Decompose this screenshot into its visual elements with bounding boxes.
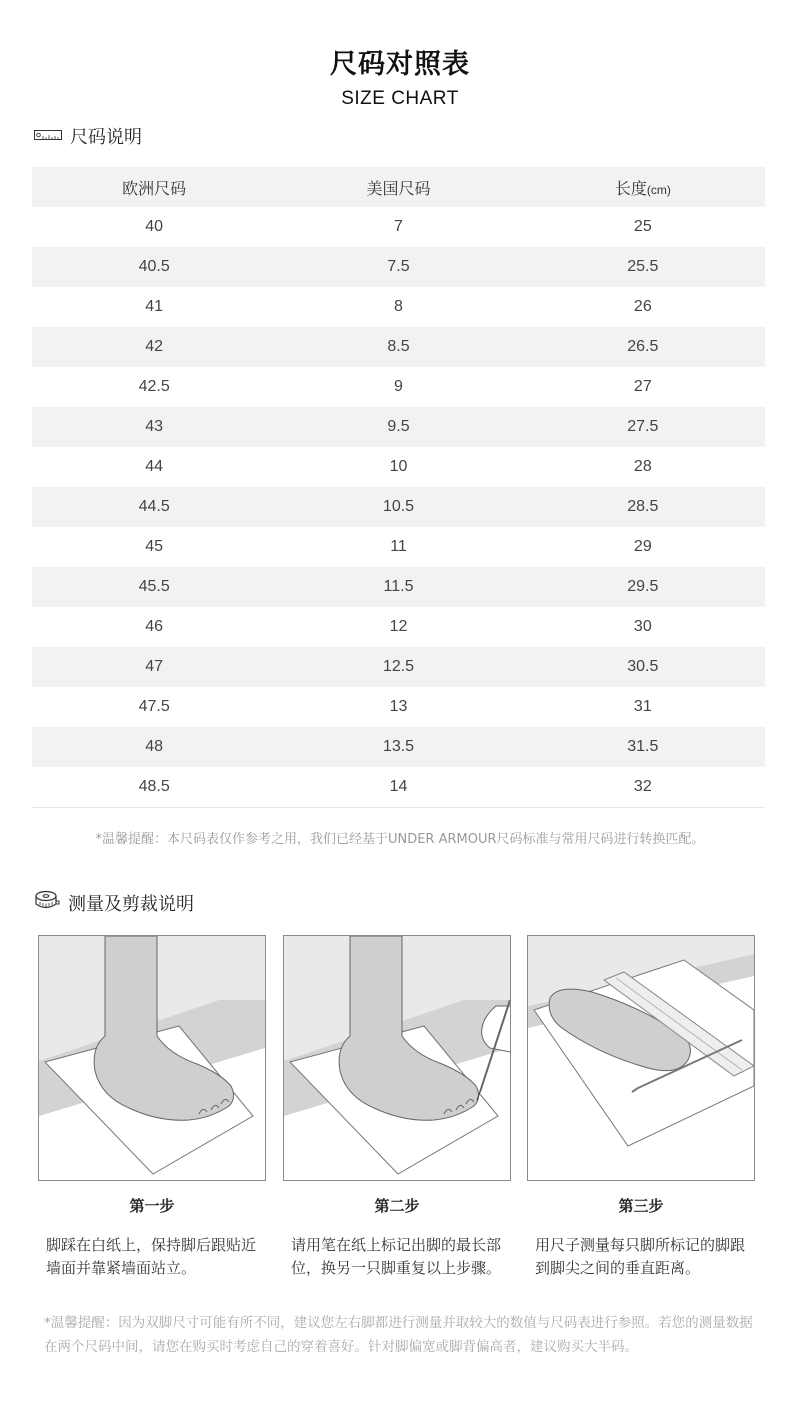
- length-cell: 31: [633, 698, 652, 715]
- step-2-illustration: [283, 935, 511, 1181]
- eu-size-cell: 45: [145, 538, 164, 555]
- tape-measure-icon: [34, 889, 60, 917]
- step-3-illustration: [527, 935, 755, 1181]
- table-row: [32, 687, 765, 727]
- step-1-title: 第一步: [129, 1197, 175, 1215]
- table-row: [32, 327, 765, 367]
- table-row: [32, 367, 765, 407]
- eu-size-cell: 48: [145, 738, 164, 755]
- step-3-description: 用尺子测量每只脚所标记的脚跟到脚尖之间的垂直距离。: [535, 1236, 746, 1277]
- table-row: [32, 767, 765, 808]
- length-cell: 27.5: [627, 418, 659, 435]
- column-header-length-unit: (cm): [646, 182, 671, 197]
- eu-size-cell: 44: [145, 458, 164, 475]
- eu-size-cell: 48.5: [32, 767, 276, 808]
- us-size-cell: 10: [389, 458, 408, 475]
- table-row: [32, 527, 765, 567]
- length-cell: 26.5: [627, 338, 659, 355]
- eu-size-cell: 47.5: [138, 698, 170, 715]
- eu-size-cell: 45.5: [138, 578, 170, 595]
- table-row: [32, 727, 765, 767]
- us-size-cell: 12: [389, 618, 408, 635]
- eu-size-cell: 42.5: [138, 378, 170, 395]
- us-size-cell: 7: [394, 218, 403, 235]
- us-size-cell: 11.5: [383, 578, 414, 595]
- page-subtitle: SIZE CHART: [341, 88, 459, 109]
- length-cell: 30: [633, 618, 652, 635]
- us-size-cell: 9.5: [387, 418, 410, 435]
- us-size-cell: 10.5: [382, 498, 415, 515]
- eu-size-cell: 46: [145, 618, 164, 635]
- step-1: [38, 935, 266, 1280]
- length-cell: 27: [633, 378, 652, 395]
- size-chart-note: *温馨提醒：本尺码表仅作参考之用，我们已经基于UNDER ARMOUR尺码标准与常用尺码进行转换匹配。: [95, 832, 705, 847]
- eu-size-cell: 44.5: [138, 498, 170, 515]
- us-size-cell: 8: [394, 298, 403, 315]
- table-row: [32, 487, 765, 527]
- length-cell: 25: [633, 218, 652, 235]
- step-1-illustration: [38, 935, 266, 1181]
- table-row: [32, 647, 765, 687]
- measure-section-header: [34, 889, 194, 917]
- length-cell: 31.5: [627, 738, 659, 755]
- table-row: [32, 407, 765, 447]
- length-cell: 26: [633, 298, 652, 315]
- table-header-row: [32, 167, 765, 207]
- eu-size-cell: 42: [145, 338, 164, 355]
- column-header-us: 美国尺码: [366, 180, 431, 198]
- us-size-cell: 13.5: [382, 738, 415, 755]
- measure-section-label: 测量及剪裁说明: [68, 894, 194, 915]
- step-1-description: 脚踩在白纸上，保持脚后跟贴近墙面并靠紧墙面站立。: [46, 1236, 257, 1277]
- measurement-note: *温馨提醒：因为双脚尺寸可能有所不同，建议您左右脚都进行测量并取较大的数值与尺码表进行参照。若您的测量数据在两个尺码中间，请您在购买时考虑自己的穿着喜好。针对脚偏宽或脚背偏高者，建议购买大半码。: [44, 1315, 753, 1355]
- eu-size-cell: 40.5: [138, 258, 170, 275]
- table-row: [32, 447, 765, 487]
- us-size-cell: 9: [394, 378, 403, 395]
- step-3: [527, 935, 755, 1280]
- us-size-cell: 13: [389, 698, 408, 715]
- table-row: [32, 567, 765, 607]
- us-size-cell: 7.5: [387, 258, 410, 275]
- length-cell: 29.5: [627, 578, 659, 595]
- table-row: [32, 607, 765, 647]
- size-chart-table: [32, 167, 765, 808]
- eu-size-cell: 41: [145, 298, 164, 315]
- length-cell: 28: [633, 458, 652, 475]
- column-header-eu: 欧洲尺码: [122, 180, 187, 198]
- length-cell: 32: [521, 767, 765, 808]
- page-title: 尺码对照表: [330, 49, 470, 80]
- size-section-label: 尺码说明: [70, 127, 142, 148]
- eu-size-cell: 40: [145, 218, 164, 235]
- step-3-title: 第三步: [618, 1197, 664, 1215]
- step-2-title: 第二步: [374, 1197, 420, 1215]
- us-size-cell: 8.5: [387, 338, 410, 355]
- length-cell: 29: [633, 538, 652, 555]
- length-cell: 30.5: [627, 658, 659, 675]
- eu-size-cell: 43: [145, 418, 164, 435]
- us-size-cell: 12.5: [382, 658, 415, 675]
- size-section-header: [34, 123, 142, 149]
- column-header-length: [521, 167, 765, 207]
- length-cell: 28.5: [627, 498, 659, 515]
- table-row: [32, 207, 765, 247]
- step-2-description: 请用笔在纸上标记出脚的最长部位，换另一只脚重复以上步骤。: [291, 1236, 502, 1277]
- eu-size-cell: 47: [145, 658, 164, 675]
- us-size-cell: 14: [276, 767, 520, 808]
- column-header-length-label: 长度: [614, 180, 647, 198]
- ruler-icon: [34, 127, 62, 146]
- step-2: [283, 935, 511, 1280]
- us-size-cell: 11: [390, 538, 407, 555]
- table-row: [32, 287, 765, 327]
- length-cell: 25.5: [627, 258, 659, 275]
- table-row: [32, 247, 765, 287]
